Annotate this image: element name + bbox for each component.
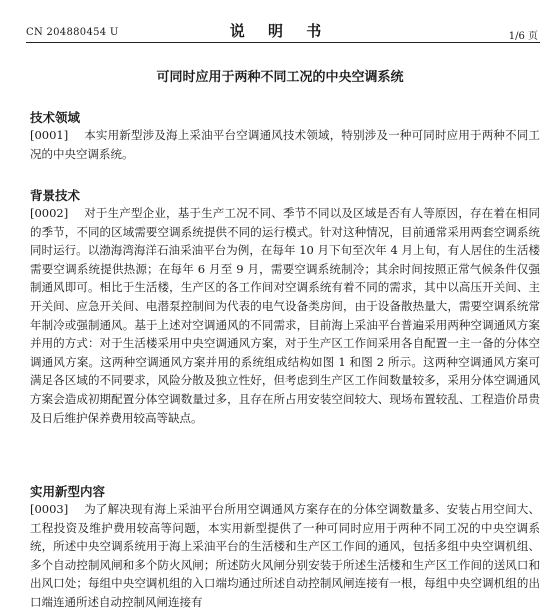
document-header (0, 0, 560, 44)
paragraph-0003 (30, 500, 540, 612)
paragraph-text: 本实用新型涉及海上采油平台空调通风技术领域，特别涉及一种可同时应用于两种不同工况的中央空调系统。 (30, 128, 540, 161)
paragraph-0001 (30, 126, 540, 163)
document-type-label: 说 明 书 (229, 22, 331, 40)
paragraph-number: [0003] (30, 502, 69, 516)
section-heading-technical-field: 技术领域 (30, 110, 81, 125)
section-heading-background: 背景技术 (30, 188, 81, 203)
document-title: 可同时应用于两种不同工况的中央空调系统 (156, 70, 404, 85)
paragraph-number: [0001] (30, 128, 69, 142)
paragraph-text: 为了解决现有海上采油平台所用空调通风方案存在的分体空调数量多、安装占用空间大、工程投资及维护费用较高等问题，本实用新型提供了一种可同时应用于两种不同工况的中央空调系统，所述中央空调系统用于海上采油平台的生活楼和生产区工作间的通风，包括多组中央空调机组、多个自动控制风闸和多个防火风闸；所述防火风闸分别安装于所述生活楼和生产区工作间的送风口和出风口处；每组中央空调机组的入口端均通过所述自动控制风闸连接有一根，每组中央空调机组的出口端连通所述自动控制风闸连接有 (30, 502, 540, 609)
paragraph-text: 对于生产型企业，基于生产工况不同、季节不同以及区域是否有人等原因，存在着在相同的季节，不同的区域需要空调系统提供不同的运行模式。针对这种情况，目前通常采用两套空调系统同时运行。以渤海湾海洋石油采油平台为例，在每年 10 月下旬至次年 4 月上旬，有人居住的生活楼需要空调系统提供热源；在每年 6 月至 9 月，需要空调系统制冷；其余时间按照正常气候条件仅强制通风即可。相比于生活楼，生产区的各工作间对空调系统有着不同的需求，其中以高压开关间、主开关间、应急开关间、电潜泵控制间为代表的电气设备类房间，由于设备散热量大，需要空调系统常年制冷或强制通风。基于上述对空调通风的不同需求，目前海上采油平台普遍采用两种空调通风方案并用的方式：对于生活楼采用中央空调通风方案，对于生产区工作间采用各自配置一主一备的分体空调通风方案。这两种空调通风方案并用的系统组成结构如图 1 和图 2 所示。这两种空调通风方案可满足各区域的不同要求，风险分散及独立性好，但考虑到生产区工作间数量较多，采用分体空调通风方案会造成初期配置分体空调数量过多，且存在所占用安装空间较大、现场布置较乱、工程造价昂贵及日后维护保养费用较高等缺点。 (30, 206, 540, 425)
paragraph-0002 (30, 204, 540, 427)
section-heading-summary: 实用新型内容 (30, 484, 106, 499)
patent-number: CN 204880454 U (26, 27, 119, 38)
page-number: 1/6 页 (508, 31, 538, 42)
header-rule (26, 42, 540, 43)
paragraph-number: [0002] (30, 206, 69, 220)
